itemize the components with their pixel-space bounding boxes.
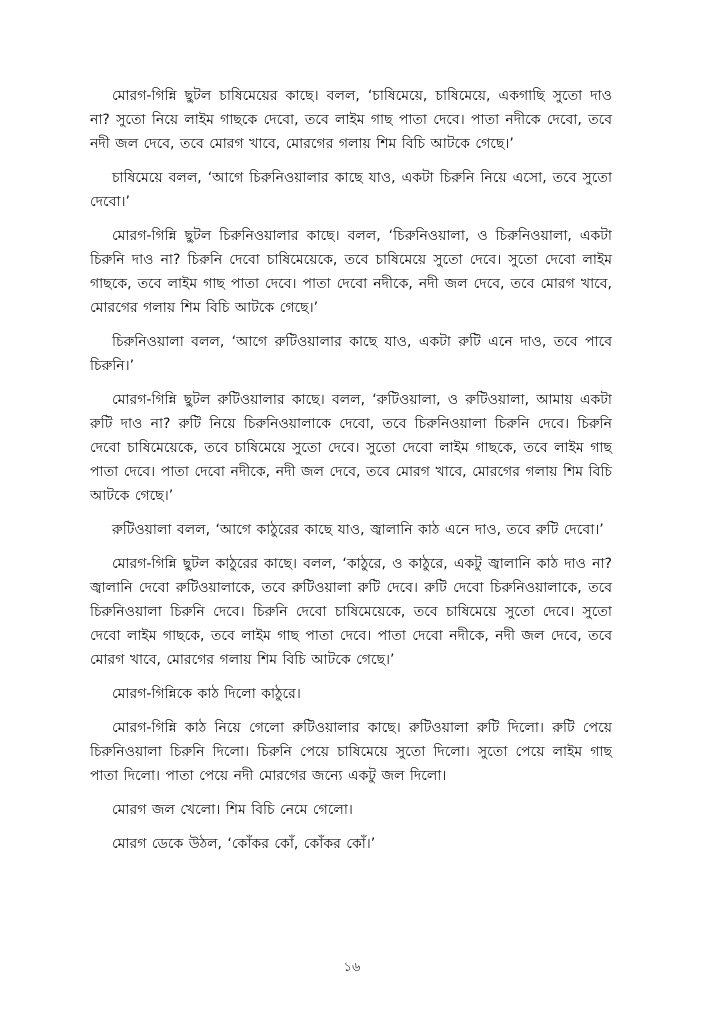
page-number: ১৬ (343, 960, 361, 975)
paragraph-5: মোরগ-গিন্নি ছুটল রুটিওয়ালার কাছে। বলল, ‘রুটিওয়ালা, ও রুটিওয়ালা, আমায় একটা রুটি দাও না? রুটি নিয়ে চিরুনিওয়ালাকে দেবো, তবে চিরুনিওয়ালা চিরুনি দেবে। চিরুনি দেবো চাষিমেয়েকে, তবে চাষিমেয়ে সুতো দেবে। সুতো দেবো লাইম গাছকে, তবে লাইম গাছ পাতা দেবে। পাতা দেবো নদীকে, নদী জল দেবে, তবে মোরগ খাবে, মোরগের গলায় শিম বিচি আটকে গেছে।’ (90, 392, 612, 504)
paragraph-6: রুটিওয়ালা বলল, ‘আগে কাঠুরের কাছে যাও, জ্বালানি কাঠ এনে দাও, তবে রুটি দেবো।’ (112, 522, 604, 538)
paragraph-1: মোরগ-গিন্নি ছুটল চাষিমেয়ের কাছে। বলল, ‘চাষিমেয়ে, চাষিমেয়ে, একগাছি সুতো দাও না? সুতো নিয়ে লাইম গাছকে দেবো, তবে লাইম গাছ পাতা দেবে। পাতা নদীকে দেবো, তবে নদী জল দেবে, তবে মোরগ খাবে, মোরগের গলায় শিম বিচি আটকে গেছে।’ (90, 88, 612, 152)
paragraph-8: মোরগ-গিন্নিকে কাঠ দিলো কাঠুরে। (112, 686, 301, 702)
paragraph-10: মোরগ জল খেলো। শিম বিচি নেমে গেলো। (112, 802, 353, 818)
paragraph-7: মোরগ-গিন্নি ছুটল কাঠুরের কাছে। বলল, ‘কাঠুরে, ও কাঠুরে, একটু জ্বালানি কাঠ দাও না? জ্বালানি দেবো রুটিওয়ালাকে, তবে রুটিওয়ালা রুটি দেবে। রুটি দেবো চিরুনিওয়ালাকে, তবে চিরুনিওয়ালা চিরুনি দেবে। চিরুনি দেবো চাষিমেয়েকে, তবে চাষিমেয়ে সুতো দেবে। সুতো দেবো লাইম গাছকে, তবে লাইম গাছ পাতা দেবে। পাতা দেবো নদীকে, নদী জল দেবে, তবে মোরগ খাবে, মোরগের গলায় শিম বিচি আটকে গেছে।’ (90, 556, 612, 668)
paragraph-3: মোরগ-গিন্নি ছুটল চিরুনিওয়ালার কাছে। বলল, ‘চিরুনিওয়ালা, ও চিরুনিওয়ালা, একটা চিরুনি দাও না? চিরুনি দেবো চাষিমেয়েকে, তবে চাষিমেয়ে সুতো দেবে। সুতো দেবো লাইম গাছকে, তবে লাইম গাছ পাতা দেবে। পাতা দেবো নদীকে, নদী জল দেবে, তবে মোরগ খাবে, মোরগের গলায় শিম বিচি আটকে গেছে।’ (90, 228, 612, 316)
paragraph-11: মোরগ ডেকে উঠল, ‘কোঁকর কোঁ, কোঁকর কোঁ।’ (112, 836, 376, 852)
paragraph-9: মোরগ-গিন্নি কাঠ নিয়ে গেলো রুটিওয়ালার কাছে। রুটিওয়ালা রুটি দিলো। রুটি পেয়ে চিরুনিওয়ালা চিরুনি দিলো। চিরুনি পেয়ে চাষিমেয়ে সুতো দিলো। সুতো পেয়ে লাইম গাছ পাতা দিলো। পাতা পেয়ে নদী মোরগের জন্যে একটু জল দিলো। (90, 720, 612, 784)
paragraph-4: চিরুনিওয়ালা বলল, ‘আগে রুটিওয়ালার কাছে যাও, একটা রুটি এনে দাও, তবে পাবে চিরুনি।’ (90, 334, 612, 374)
page-body (90, 84, 612, 866)
paragraph-2: চাষিমেয়ে বলল, ‘আগে চিরুনিওয়ালার কাছে যাও, একটা চিরুনি নিয়ে এসো, তবে সুতো দেবো।’ (90, 170, 612, 210)
